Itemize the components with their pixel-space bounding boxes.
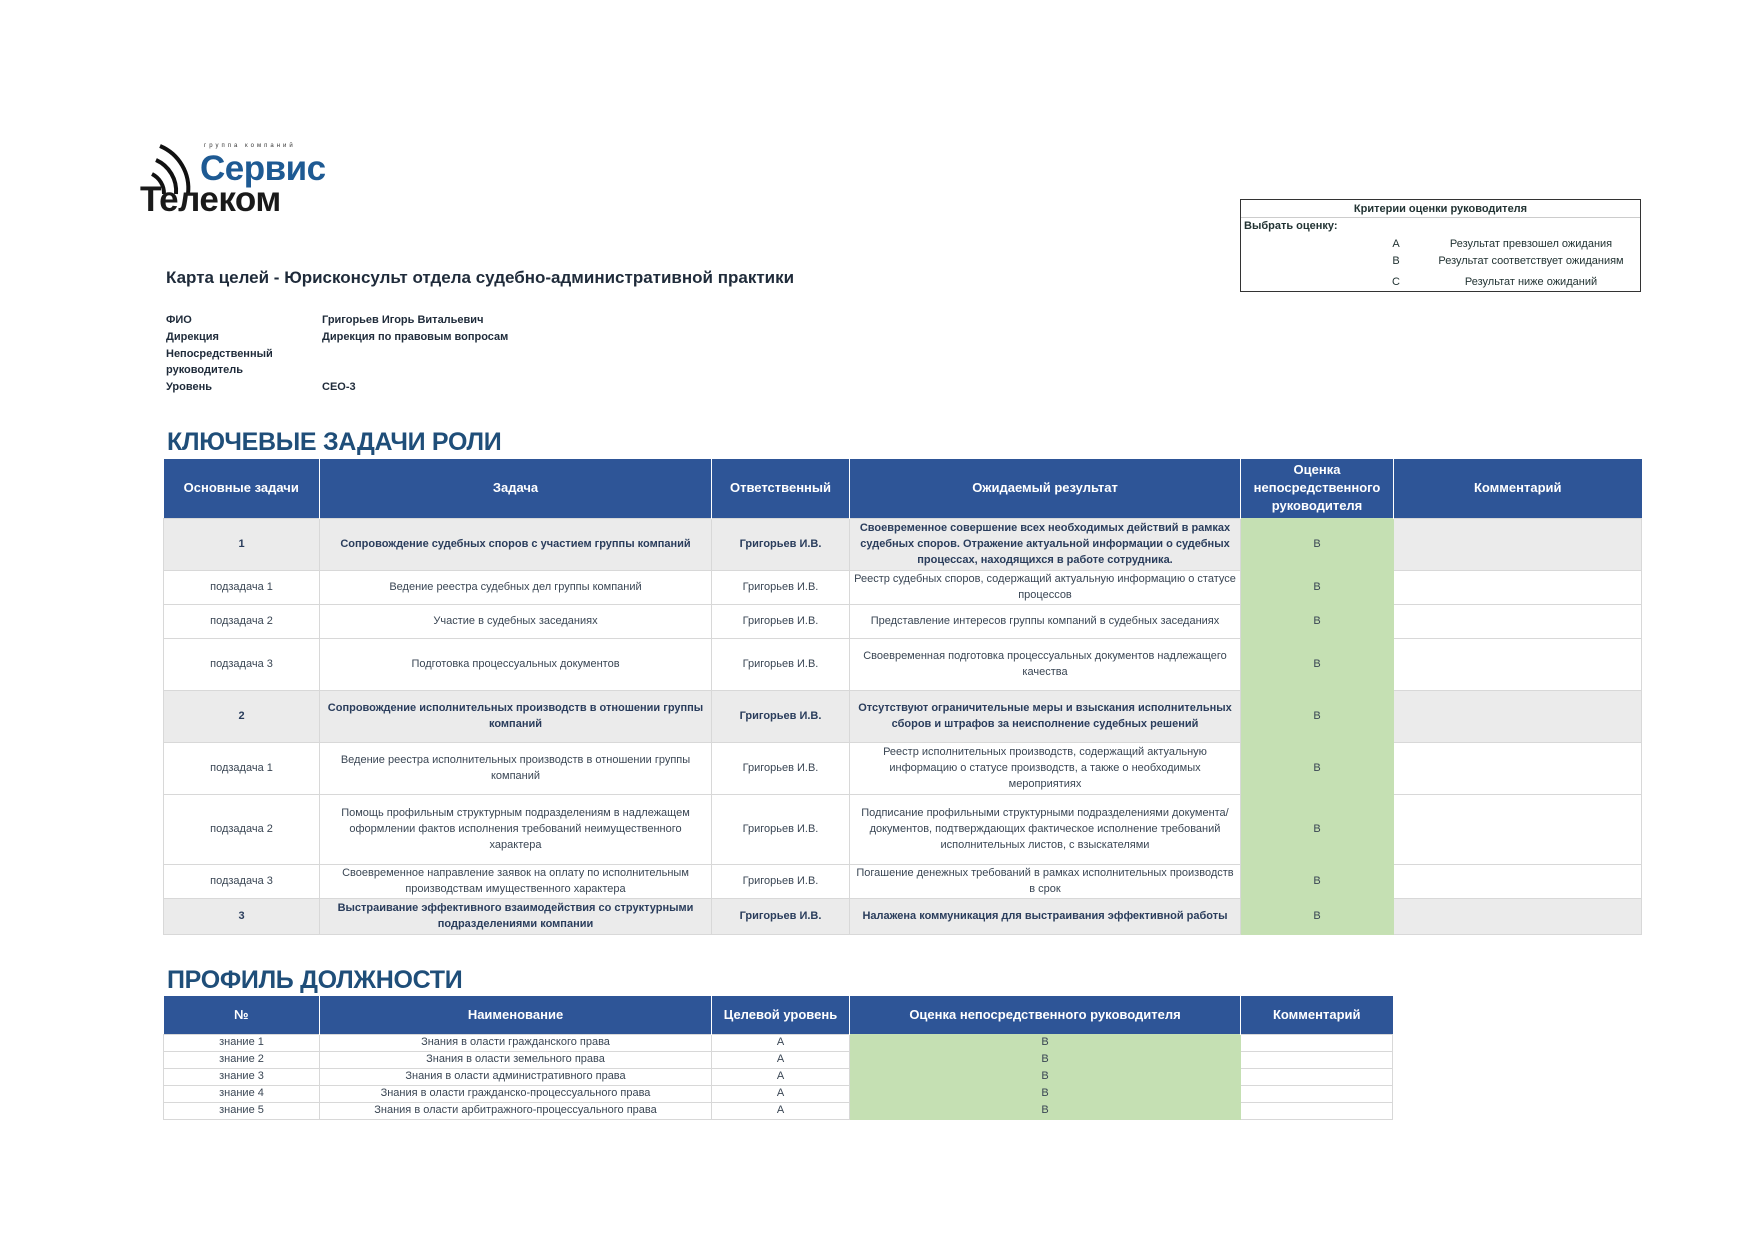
expected-result-cell: Налажена коммуникация для выстраивания эффективной работы [850, 898, 1241, 934]
subtask-row [164, 604, 1642, 638]
header-owner: Ответственный [712, 459, 850, 518]
position-profile-table [163, 996, 1393, 1120]
task-number-cell: 1 [164, 518, 320, 570]
knowledge-number-cell: знание 5 [164, 1102, 320, 1119]
comment-cell[interactable] [1394, 742, 1642, 794]
expected-result-cell: Подписание профильными структурными подразделениями документа/документов, подтверждающих фактическое исполнение требований исполнительных листов, с взыскателями [850, 794, 1241, 864]
subtask-row [164, 638, 1642, 690]
manager-label-line2: руководитель [166, 364, 243, 376]
profile-header-row [164, 996, 1393, 1034]
logo-subtitle: группа компаний [204, 143, 296, 149]
task-cell: Подготовка процессуальных документов [320, 638, 712, 690]
header-task: Задача [320, 459, 712, 518]
knowledge-number-cell: знание 4 [164, 1085, 320, 1102]
owner-cell: Григорьев И.В. [712, 690, 850, 742]
task-number-cell: 2 [164, 690, 320, 742]
fio-label: ФИО [166, 314, 192, 326]
rating-cell[interactable]: B [1241, 864, 1394, 898]
knowledge-name-cell: Знания в оласти административного права [320, 1068, 712, 1085]
rating-cell[interactable]: B [1241, 898, 1394, 934]
knowledge-number-cell: знание 2 [164, 1051, 320, 1068]
knowledge-number-cell: знание 3 [164, 1068, 320, 1085]
subtask-row [164, 570, 1642, 604]
criteria-pick-label: Выбрать оценку: [1244, 220, 1338, 232]
owner-cell: Григорьев И.В. [712, 604, 850, 638]
company-logo [140, 138, 330, 218]
owner-cell: Григорьев И.В. [712, 864, 850, 898]
comment-cell[interactable] [1241, 1034, 1393, 1051]
task-number-cell: 3 [164, 898, 320, 934]
fio-value: Григорьев Игорь Витальевич [322, 314, 484, 326]
rating-cell[interactable]: B [1241, 794, 1394, 864]
task-number-cell: подзадача 3 [164, 638, 320, 690]
criteria-item [1241, 253, 1640, 269]
target-level-cell: A [712, 1068, 850, 1085]
header-main-tasks: Основные задачи [164, 459, 320, 518]
document-title: Карта целей - Юрисконсульт отдела судебно-административной практики [166, 268, 795, 287]
knowledge-row [164, 1068, 1393, 1085]
expected-result-cell: Реестр исполнительных производств, содержащий актуальную информацию о статусе производств, а также о необходимых мероприятиях [850, 742, 1241, 794]
subtask-row [164, 794, 1642, 864]
rating-cell[interactable]: B [850, 1085, 1241, 1102]
owner-cell: Григорьев И.В. [712, 570, 850, 604]
manager-label-line1: Непосредственный [166, 348, 273, 360]
task-cell: Ведение реестра исполнительных производств в отношении группы компаний [320, 742, 712, 794]
header-manager-rating: Оценка непосредственного руководителя [850, 996, 1241, 1034]
comment-cell[interactable] [1241, 1102, 1393, 1119]
expected-result-cell: Своевременное совершение всех необходимых действий в рамках судебных споров. Отражение актуальной информации о судебных процессах, находящихся в работе сотрудника. [850, 518, 1241, 570]
expected-result-cell: Представление интересов группы компаний в судебных заседаниях [850, 604, 1241, 638]
task-cell: Своевременное направление заявок на оплату по исполнительным производствам имущественного характера [320, 864, 712, 898]
rating-cell[interactable]: B [1241, 570, 1394, 604]
knowledge-name-cell: Знания в оласти гражданско-процессуального права [320, 1085, 712, 1102]
owner-cell: Григорьев И.В. [712, 794, 850, 864]
profile-section-title: ПРОФИЛЬ ДОЛЖНОСТИ [167, 966, 463, 994]
header-comment: Комментарий [1394, 459, 1642, 518]
expected-result-cell: Отсутствуют ограничительные меры и взыскания исполнительных сборов и штрафов за неисполнение судебных решений [850, 690, 1241, 742]
header-comment: Комментарий [1241, 996, 1393, 1034]
comment-cell[interactable] [1394, 570, 1642, 604]
knowledge-row [164, 1085, 1393, 1102]
criteria-item [1241, 236, 1640, 252]
rating-cell[interactable]: B [1241, 518, 1394, 570]
header-expected-result: Ожидаемый результат [850, 459, 1241, 518]
comment-cell[interactable] [1241, 1068, 1393, 1085]
comment-cell[interactable] [1394, 690, 1642, 742]
rating-cell[interactable]: B [850, 1068, 1241, 1085]
expected-result-cell: Своевременная подготовка процессуальных документов надлежащего качества [850, 638, 1241, 690]
task-number-cell: подзадача 1 [164, 570, 320, 604]
main-task-row [164, 518, 1642, 570]
owner-cell: Григорьев И.В. [712, 742, 850, 794]
owner-cell: Григорьев И.В. [712, 518, 850, 570]
task-number-cell: подзадача 2 [164, 794, 320, 864]
task-cell: Помощь профильным структурным подразделениям в надлежащем оформлении фактов исполнения требований неимущественного характера [320, 794, 712, 864]
criteria-code: C [1392, 276, 1400, 288]
task-cell: Сопровождение судебных споров с участием группы компаний [320, 518, 712, 570]
main-task-row [164, 898, 1642, 934]
criteria-desc: Результат соответствует ожиданиям [1438, 255, 1624, 267]
knowledge-row [164, 1034, 1393, 1051]
criteria-code: B [1392, 255, 1400, 267]
comment-cell[interactable] [1394, 518, 1642, 570]
knowledge-name-cell: Знания в оласти арбитражного-процессуального права [320, 1102, 712, 1119]
comment-cell[interactable] [1394, 898, 1642, 934]
direction-label: Дирекция [166, 331, 219, 343]
logo-line-servis: Сервис [200, 149, 326, 188]
comment-cell[interactable] [1394, 794, 1642, 864]
knowledge-name-cell: Знания в оласти гражданского права [320, 1034, 712, 1051]
knowledge-number-cell: знание 1 [164, 1034, 320, 1051]
expected-result-cell: Погашение денежных требований в рамках исполнительных производств в срок [850, 864, 1241, 898]
owner-cell: Григорьев И.В. [712, 638, 850, 690]
target-level-cell: A [712, 1102, 850, 1119]
level-label: Уровень [166, 381, 213, 393]
header-target-level: Целевой уровень [712, 996, 850, 1034]
task-cell: Сопровождение исполнительных производств в отношении группы компаний [320, 690, 712, 742]
criteria-desc: Результат превзошел ожидания [1449, 238, 1613, 250]
rating-cell[interactable]: B [1241, 638, 1394, 690]
criteria-desc: Результат ниже ожиданий [1464, 276, 1598, 288]
task-cell: Выстраивание эффективного взаимодействия со структурными подразделениями компании [320, 898, 712, 934]
rating-cell[interactable]: B [1241, 690, 1394, 742]
key-tasks-table [163, 459, 1642, 935]
expected-result-cell: Реестр судебных споров, содержащий актуальную информацию о статусе процессов [850, 570, 1241, 604]
header-manager-rating: Оценка непосредственного руководителя [1241, 459, 1394, 518]
level-value: CEO-3 [322, 381, 356, 393]
header-name: Наименование [320, 996, 712, 1034]
criteria-code: A [1392, 238, 1400, 250]
task-number-cell: подзадача 1 [164, 742, 320, 794]
main-task-row [164, 690, 1642, 742]
rating-cell[interactable]: B [1241, 604, 1394, 638]
knowledge-row [164, 1051, 1393, 1068]
owner-cell: Григорьев И.В. [712, 898, 850, 934]
subtask-row [164, 742, 1642, 794]
criteria-title: Критерии оценки руководителя [1241, 201, 1640, 218]
rating-cell[interactable]: B [850, 1034, 1241, 1051]
tasks-section-title: КЛЮЧЕВЫЕ ЗАДАЧИ РОЛИ [167, 428, 502, 456]
rating-cell[interactable]: B [1241, 742, 1394, 794]
target-level-cell: A [712, 1051, 850, 1068]
tasks-header-row [164, 459, 1642, 518]
rating-cell[interactable]: B [850, 1051, 1241, 1068]
criteria-item [1241, 274, 1640, 290]
comment-cell[interactable] [1241, 1051, 1393, 1068]
target-level-cell: A [712, 1085, 850, 1102]
task-cell: Участие в судебных заседаниях [320, 604, 712, 638]
comment-cell[interactable] [1394, 638, 1642, 690]
task-cell: Ведение реестра судебных дел группы компаний [320, 570, 712, 604]
task-number-cell: подзадача 2 [164, 604, 320, 638]
subtask-row [164, 864, 1642, 898]
target-level-cell: A [712, 1034, 850, 1051]
header-number: № [164, 996, 320, 1034]
knowledge-name-cell: Знания в оласти земельного права [320, 1051, 712, 1068]
logo-line-telecom: Телеком [140, 180, 281, 219]
rating-cell[interactable]: B [850, 1102, 1241, 1119]
comment-cell[interactable] [1241, 1085, 1393, 1102]
task-number-cell: подзадача 3 [164, 864, 320, 898]
knowledge-row [164, 1102, 1393, 1119]
comment-cell[interactable] [1394, 864, 1642, 898]
criteria-box [1240, 199, 1641, 292]
direction-value: Дирекция по правовым вопросам [322, 331, 509, 343]
comment-cell[interactable] [1394, 604, 1642, 638]
